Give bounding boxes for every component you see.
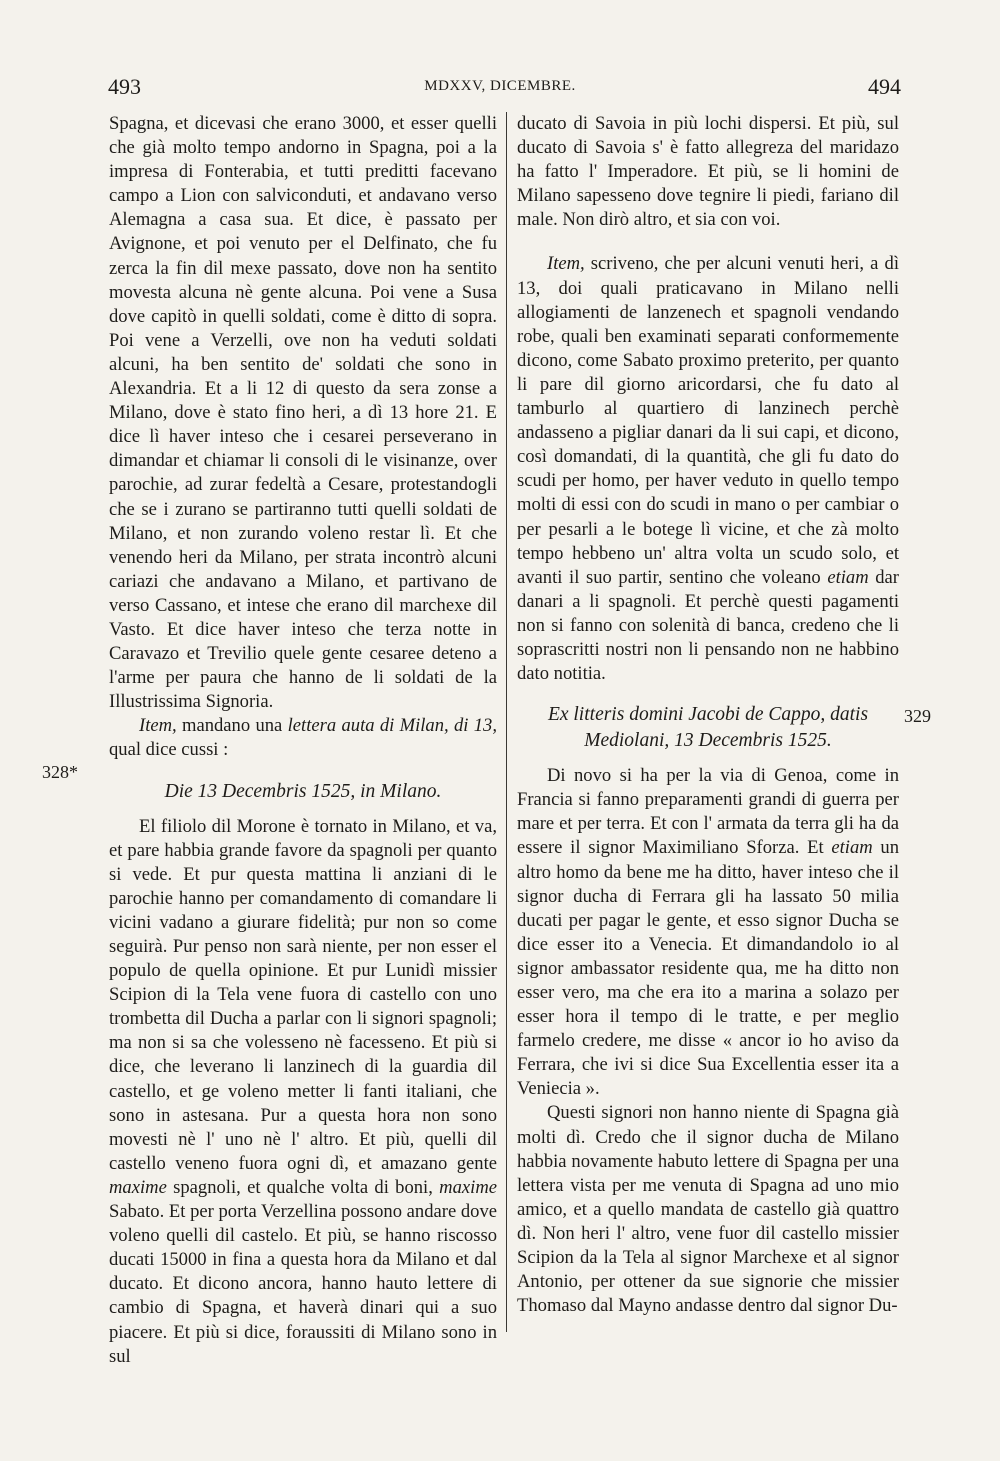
right-column [517, 112, 899, 1318]
item-text-b: qual dice cussi : [109, 739, 229, 761]
left-column [109, 112, 497, 1369]
right-item-text-b: dar danari a li spagnoli. Et perchè questi pagamenti non si fanno con solenità di banca, credeno che li soprascritti nostri non li pensando non ne habbino dato notitia. [517, 566, 899, 685]
left-section-heading: Die 13 Decembris 1525, in Milano. [164, 780, 442, 802]
item-word-right: Item, [547, 253, 585, 275]
right-p3-text-a: Di novo si ha per la via di Genoa, come in Francia si fanno preparamenti grandi di guerra per mare et per terra. Et con l' armata da terra gli ha da essere il signor Maximiliano Sforza. Et [517, 765, 899, 859]
right-paragraph-item [517, 252, 899, 686]
right-item-etiam: etiam [827, 566, 869, 588]
right-paragraph-4: Questi signori non hanno niente di Spagna già molti dì. Credo che il signor ducha de Milano habbia novamente habuto lettere di Spagna per una lettera vista per me venuta di Spagna ad uno mio amico, et a quello mandata de castello già quattro dì. Non heri l' altro, vene fuor dil castello missier Scipion da la Tela al signor Marchexe et al signor Antonio, per ottener da sue signorie che missier Thomaso dal Mayno andasse dentro dal signor Du- [517, 1102, 899, 1317]
right-p3-etiam: etiam [831, 837, 873, 859]
left-paragraph-3 [109, 815, 497, 1369]
right-p3-text-b: un altro homo da bene me ha ditto, haver inteso che il signor ducha di Ferrara gli ha lassato 50 milia ducati per pagar le gente, et esso signor Ducha se dice esser ito a Venecia. Et dimandandolo io al signor ambassator residente qua, me ha ditto non esser vero, ma che era ito a marina a solazo per esser hora il tempo di le tratte, e per meglio farmelo credere, me disse « ancor io ho aviso da Ferrara, che ivi si dice Sua Excellentia esser ita a Veniecia ». [517, 837, 899, 1100]
p3-text-b: spagnoli, et qualche volta di boni, [166, 1176, 440, 1198]
margin-note-right: 329 [904, 706, 931, 726]
letter-title: lettera auta di Milan, di 13, [287, 715, 497, 737]
left-paragraph-1: Spagna, et dicevasi che erano 3000, et esser quelli che già molto tempo andorno in Spagna, poi a la impresa di Fonterabia, et tutti preditti facevano campo a Lion con salviconduti, et andavano verso Alemagna a casa sua. Et dice, è passato per Avignone, et poi venuto per el Delfinato, che fu zerca la fin dil mexe passato, dove non ha sentito movesta alcuna nè gente alcuna. Poi vene a Susa dove capitò in quelli soldati, come è ditto di sopra. Poi vene a Verzelli, ove non ha veduti soldati alcuni, ha ben sentito de' soldati che sono in Alexandria. Et a li 12 di questo da sera zonse a Milano, dove è stato fino heri, a dì 13 hore 21. E dice lì haver inteso che i cesarei perseverano in dimandar et chiamar li consoli di le visinanze, over parochie, ad zurar fedeltà a Cesare, protestandogli che se i zurano se partiranno tutti quelli soldati de Milano, et non zurando voleno restar lì. Et che venendo heri da Milano, per strata incontrò alcuni cariazi che andavano a Milano, et partivano de verso Cassano, et intese che erano dil marchexe dil Vasto. Et dice haver inteso che terza notte in Caravazo et Trevilio quele gente cesaree deteno a l'arme per paura che hanno de li soldati de la Illustrissima Signoria. [109, 113, 497, 713]
right-paragraph-1: ducato di Savoia in più lochi dispersi. Et più, sul ducato di Savoia s' è fatto allegreza del maridazo ha fatto l' Imperadore. Et più, se li homini de Milano sapesseno dove tegnire li piedi, fariano dil male. Non dirò altro, et sia con voi. [517, 113, 899, 231]
right-section-heading: Ex litteris domini Jacobi de Cappo, datis Mediolani, 13 Decembris 1525. [547, 704, 869, 752]
item-word: Item, [139, 715, 177, 737]
p3-maxime-1: maxime [109, 1176, 167, 1198]
item-text-a: mandano una [176, 715, 288, 737]
page-header [0, 74, 1000, 114]
running-title: MDXXV, DICEMBRE. [424, 78, 576, 94]
p3-text-a: El filiolo dil Morone è tornato in Milano, et va, et pare habbia grande favore da spagnoli per quanto si vede. Et pur questa mattina li anziani di le parochie hanno per comandamento di comandare li vicini vadano a giurare fidelità; pur non so come seguirà. Pur penso non sarà niente, per non esser el populo de quella opinione. Et pur Lunidì missier Scipion di la Tela vene fuora di castello con uno trombetta dil Ducha a parlar con li signori spagnoli; ma non si sa che volesseno nè facesseno. Et più si dice, che leverano li lanzinech di la guardia dil castello, et ge voleno metter li fanti italiani, che sono in astesana. Pur a questa hora non sono movesti nè l' uno nè l' altro. Et più, quelli dil castello veneno fuora ogni dì, et amazano gente [109, 815, 497, 1174]
margin-note-left: 328* [42, 762, 78, 782]
left-paragraph-item [109, 714, 497, 762]
right-item-text-a: scriveno, che per alcuni venuti heri, a dì 13, doi quali praticavano in Milano nelli allogiamenti de lanzenech et spagnoli vendando robe, quali ben examinati separati conformemente dicono, come Sabato proximo preterito, per quanto li pare dil giorno aricordarsi, che fu dato al tamburlo al quartiero di lanzinech perchè andasseno a pigliar danari da li sui capi, et dicono, così domandati, di la quantità, che gli fu dato do scudi per homo, per haver veduto in quello tempo molti di essi con do scudi in mano o per cambiar o per pesarli a le botege lì vicine, et che zà molto tempo hebbeno un' altra volta un scudo solo, et avanti il suo partir, sentino che voleano [517, 253, 899, 588]
page-number-right: 494 [868, 74, 901, 99]
p3-text-c: Sabato. Et per porta Verzellina possono andare dove voleno quelli dil castelo. Et più, se hanno riscosso ducati 15000 in fina a questa hora da Milano et dal ducato. Et dicono ancora, hanno hauto lettere di cambio di Spagna, et haverà dinari qui a suo piacere. Et più si dice, foraussiti di Milano sono in sul [109, 1201, 497, 1367]
p3-maxime-2: maxime [439, 1176, 497, 1198]
column-divider [506, 112, 507, 1332]
page-number-left: 493 [108, 74, 141, 99]
right-paragraph-3 [517, 764, 899, 1101]
